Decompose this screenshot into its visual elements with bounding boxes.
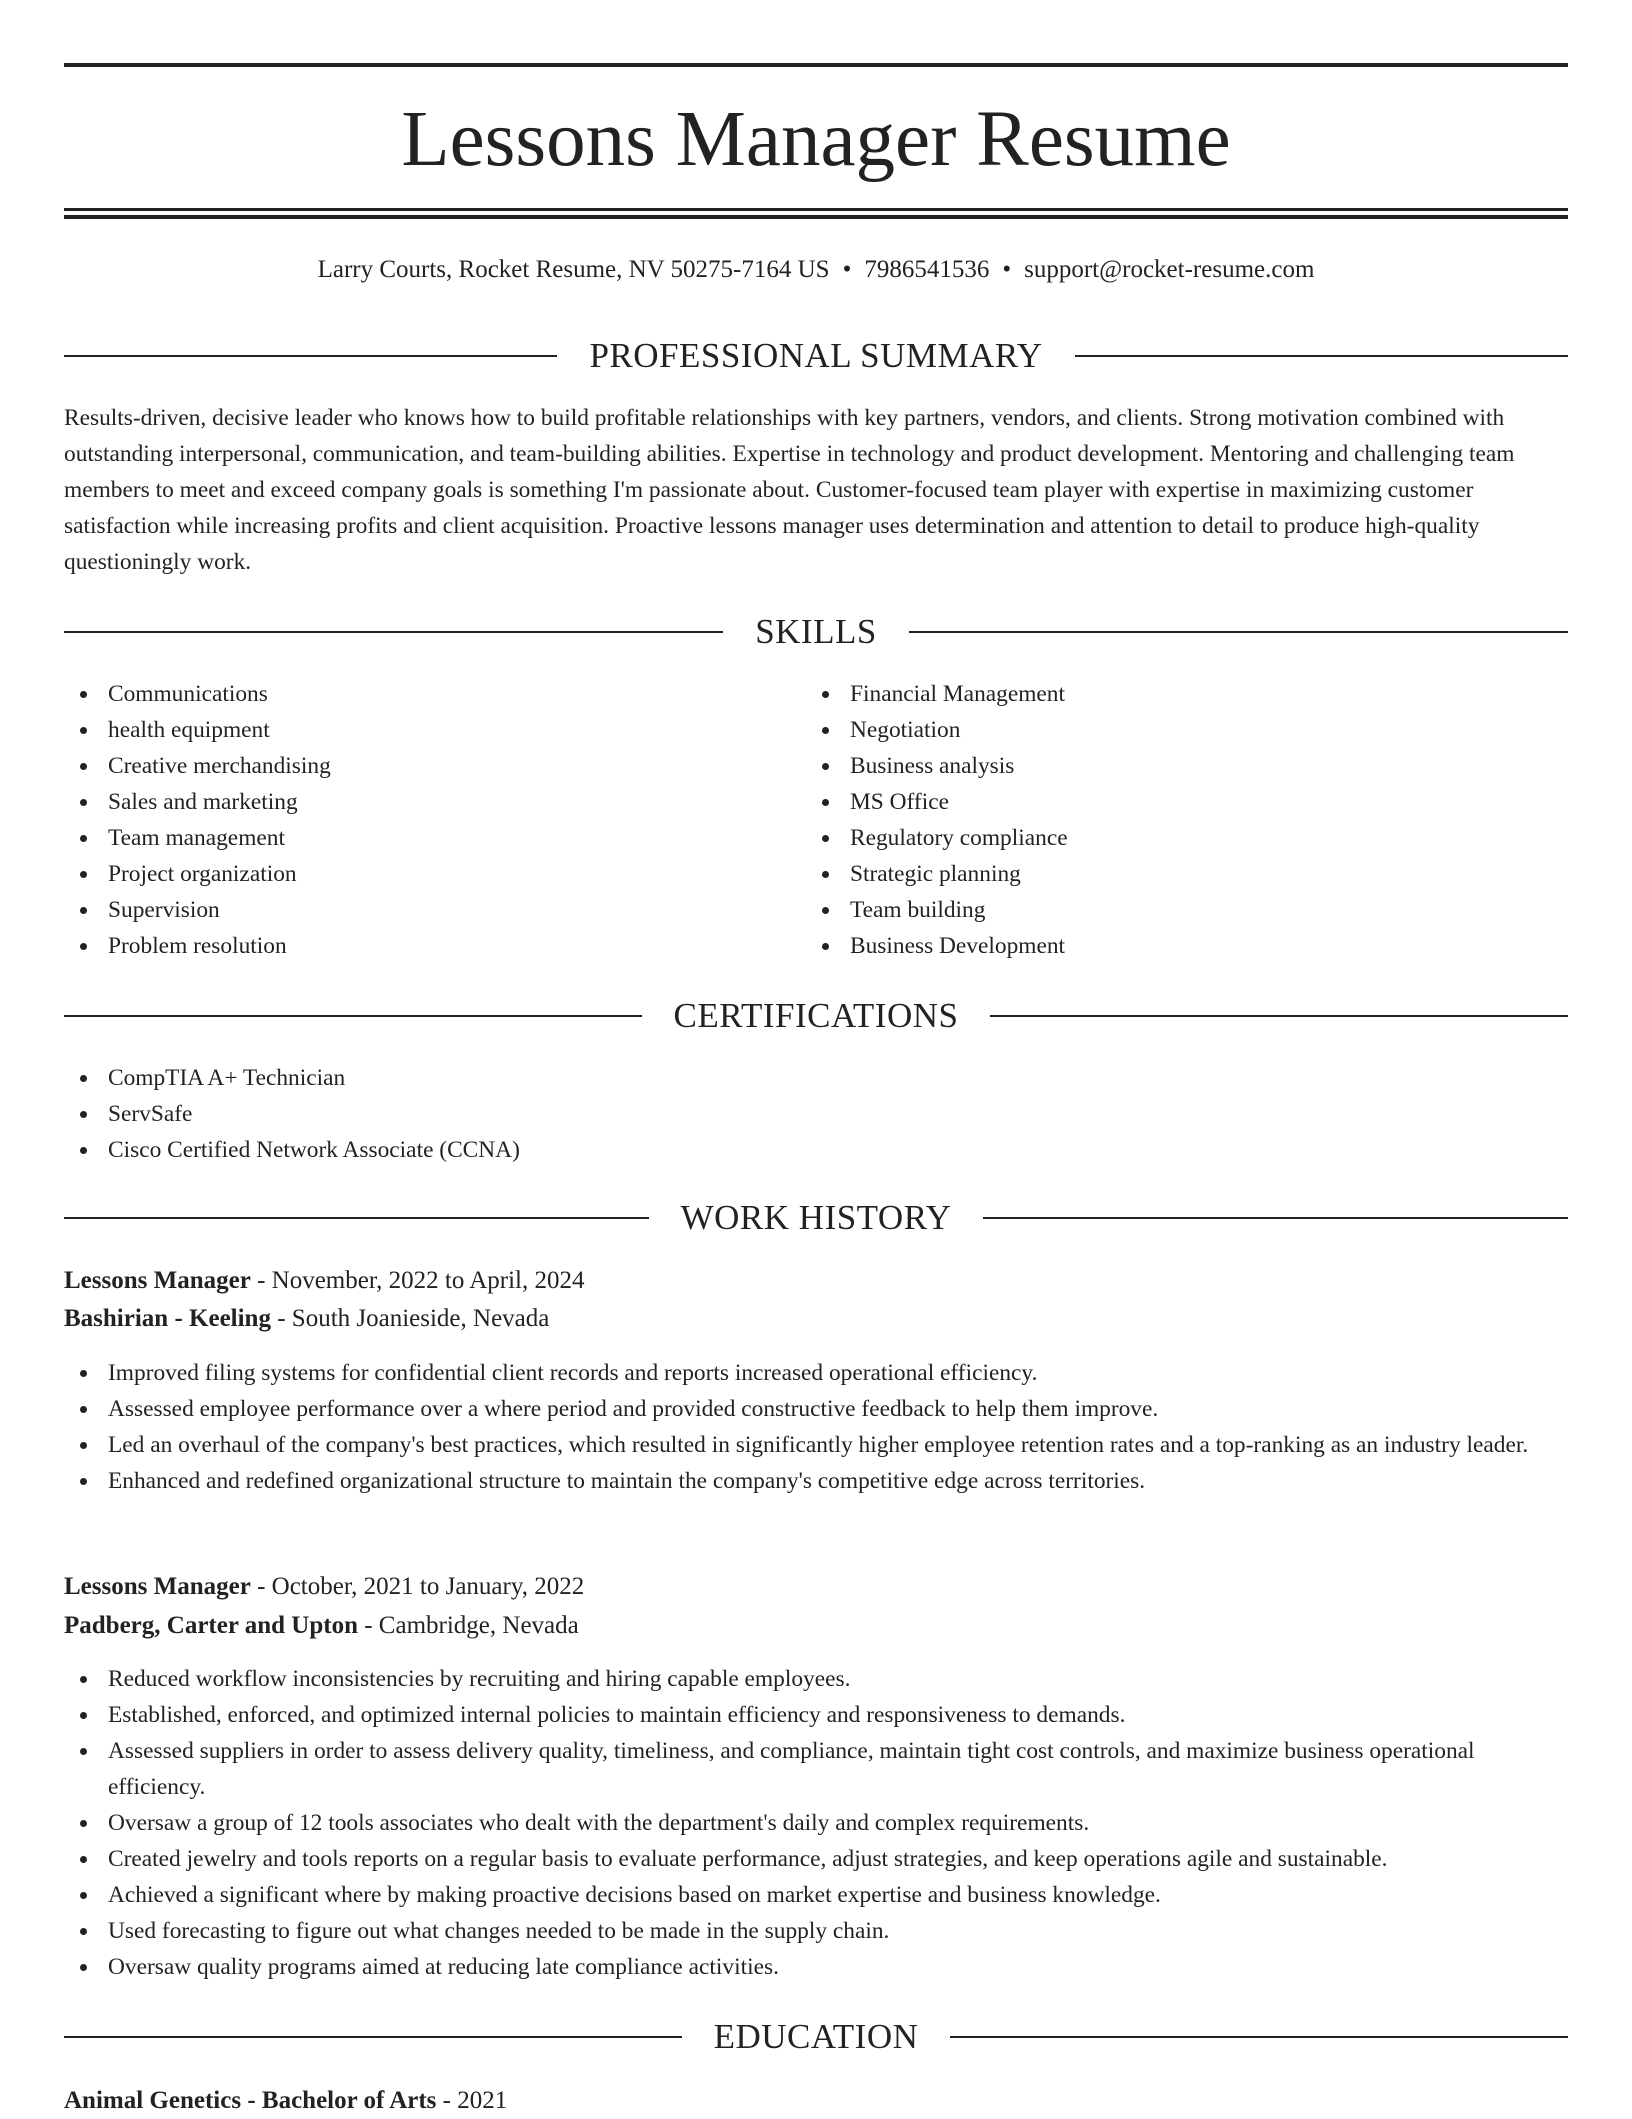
job-company-line — [64, 1608, 579, 1644]
skill-item: Strategic planning — [806, 856, 1506, 892]
section-heading-summary — [64, 334, 1568, 378]
section-title: SKILLS — [755, 612, 877, 651]
contact-address: Larry Courts, Rocket Resume, NV 50275-7164 US — [317, 256, 830, 283]
section-title: EDUCATION — [713, 2017, 919, 2056]
job-bullet: Enhanced and redefined organizational structure to maintain the company's competitive edge across territories. — [64, 1463, 1568, 1499]
job-title-line — [64, 1569, 584, 1605]
skill-item: Team management — [64, 820, 764, 856]
heading-rule-left — [64, 1015, 642, 1017]
section-title: PROFESSIONAL SUMMARY — [589, 336, 1043, 375]
title-rule-lower — [64, 215, 1568, 219]
job-company: Padberg, Carter and Upton — [64, 1612, 358, 1639]
job-bullet: Improved filing systems for confidential client records and reports increased operational efficiency. — [64, 1355, 1568, 1391]
education-degree: Animal Genetics - Bachelor of Arts — [64, 2087, 437, 2114]
skill-item: health equipment — [64, 712, 764, 748]
skill-item: Negotiation — [806, 712, 1506, 748]
job-dates: - November, 2022 to April, 2024 — [250, 1267, 585, 1294]
education-line — [64, 2083, 507, 2119]
section-title: WORK HISTORY — [680, 1198, 952, 1237]
heading-rule-left — [64, 2036, 682, 2038]
certification-item: Cisco Certified Network Associate (CCNA) — [64, 1132, 1568, 1168]
heading-rule-left — [64, 631, 723, 633]
page-title: Lessons Manager Resume — [401, 96, 1231, 183]
section-heading-work-history — [64, 1196, 1568, 1240]
section-heading-skills — [64, 610, 1568, 654]
skill-item: MS Office — [806, 784, 1506, 820]
job-title-line — [64, 1263, 585, 1299]
certification-item: CompTIA A+ Technician — [64, 1060, 1568, 1096]
section-title: CERTIFICATIONS — [673, 996, 959, 1035]
job-bullet: Achieved a significant where by making proactive decisions based on market expertise and business knowledge. — [64, 1877, 1568, 1913]
job-company-line — [64, 1301, 549, 1337]
certification-item: ServSafe — [64, 1096, 1568, 1132]
contact-line — [64, 253, 1568, 287]
heading-rule-right — [1075, 355, 1568, 357]
job-title: Lessons Manager — [64, 1267, 251, 1294]
education-year: - 2021 — [436, 2087, 508, 2114]
skill-item: Business Development — [806, 928, 1506, 964]
heading-rule-right — [909, 631, 1568, 633]
job-bullets — [64, 1661, 1568, 1985]
heading-rule-right — [990, 1015, 1568, 1017]
job-bullet: Used forecasting to figure out what changes needed to be made in the supply chain. — [64, 1913, 1568, 1949]
skill-item: Communications — [64, 676, 764, 712]
heading-rule-right — [983, 1217, 1568, 1219]
contact-email: support@rocket-resume.com — [1024, 256, 1315, 283]
skill-item: Creative merchandising — [64, 748, 764, 784]
job-bullet: Reduced workflow inconsistencies by recruiting and hiring capable employees. — [64, 1661, 1568, 1697]
job-bullet: Led an overhaul of the company's best practices, which resulted in significantly higher employee retention rates and a top-ranking as an industry leader. — [64, 1427, 1568, 1463]
job-bullet: Established, enforced, and optimized internal policies to maintain efficiency and responsiveness to demands. — [64, 1697, 1568, 1733]
job-bullets — [64, 1355, 1568, 1499]
contact-separator: • — [842, 256, 852, 283]
job-bullet: Assessed suppliers in order to assess delivery quality, timeliness, and compliance, maintain tight cost controls, and maximize business operational efficiency. — [64, 1733, 1568, 1805]
job-bullet: Oversaw a group of 12 tools associates who dealt with the department's daily and complex requirements. — [64, 1805, 1568, 1841]
job-bullet: Assessed employee performance over a where period and provided constructive feedback to help them improve. — [64, 1391, 1568, 1427]
skill-item: Business analysis — [806, 748, 1506, 784]
skill-item: Supervision — [64, 892, 764, 928]
heading-rule-left — [64, 355, 557, 357]
skill-item: Team building — [806, 892, 1506, 928]
title-rule-upper — [64, 208, 1568, 211]
contact-phone: 7986541536 — [864, 256, 990, 283]
skills-list-right — [806, 676, 1506, 964]
job-dates: - October, 2021 to January, 2022 — [250, 1573, 585, 1600]
job-title: Lessons Manager — [64, 1573, 251, 1600]
job-bullet: Created jewelry and tools reports on a regular basis to evaluate performance, adjust strategies, and keep operations agile and sustainable. — [64, 1841, 1568, 1877]
top-rule — [64, 63, 1568, 67]
skill-item: Project organization — [64, 856, 764, 892]
heading-rule-left — [64, 1217, 649, 1219]
skill-item: Regulatory compliance — [806, 820, 1506, 856]
job-company: Bashirian - Keeling — [64, 1305, 271, 1332]
job-location: - South Joanieside, Nevada — [270, 1305, 550, 1332]
skills-list-left — [64, 676, 764, 964]
section-heading-certifications — [64, 994, 1568, 1038]
skill-item: Sales and marketing — [64, 784, 764, 820]
heading-rule-right — [950, 2036, 1568, 2038]
certifications-list — [64, 1060, 1568, 1168]
skill-item: Financial Management — [806, 676, 1506, 712]
summary-text: Results-driven, decisive leader who knows how to build profitable relationships with key partners, vendors, and clients. Strong motivation combined with outstanding interpersonal, communication, and team-building abilities. Expertise in technology and product development. Mentoring and challenging team members to meet and exceed company goals is something I'm passionate about. Customer-focused team player with expertise in maximizing customer satisfaction while increasing profits and client acquisition. Proactive lessons manager uses determination and attention to detail to produce high-quality questioningly work. — [64, 405, 1515, 575]
job-bullet: Oversaw quality programs aimed at reducing late compliance activities. — [64, 1949, 1568, 1985]
section-heading-education — [64, 2015, 1568, 2059]
skill-item: Problem resolution — [64, 928, 764, 964]
contact-separator: • — [1002, 256, 1012, 283]
job-location: - Cambridge, Nevada — [357, 1612, 579, 1639]
